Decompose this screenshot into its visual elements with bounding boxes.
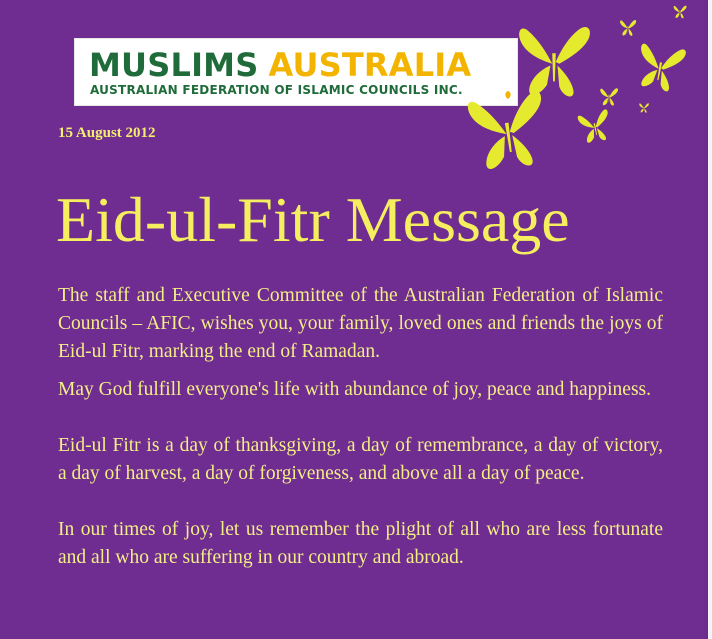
butterfly-icon bbox=[638, 102, 650, 114]
butterfly-icon bbox=[572, 104, 617, 149]
message-body bbox=[58, 282, 663, 582]
paragraph-meaning: Eid-ul Fitr is a day of thanksgiving, a day of remembrance, a day of victory, a day of harvest, a day of forgiveness, and above all a day of peace. bbox=[58, 435, 663, 484]
logo-word-muslims: MUSLIMS bbox=[89, 46, 259, 84]
organization-logo bbox=[74, 38, 518, 106]
page-title: Eid-ul-Fitr Message bbox=[56, 184, 570, 255]
paragraph-blessing: May God fulfill everyone's life with abundance of joy, peace and happiness. bbox=[58, 379, 652, 400]
butterfly-icon bbox=[672, 4, 688, 20]
logo-line1 bbox=[89, 46, 472, 84]
paragraph-remembrance: In our times of joy, let us remember the plight of all who are less fortunate and all who are suffering in our country and abroad. bbox=[58, 519, 663, 568]
butterfly-icon bbox=[618, 18, 638, 38]
butterfly-icon bbox=[598, 86, 620, 108]
page-edge bbox=[702, 0, 712, 639]
logo-subtitle: AUSTRALIAN FEDERATION OF ISLAMIC COUNCILS INC. bbox=[90, 83, 463, 97]
document-date: 15 August 2012 bbox=[58, 125, 156, 141]
butterfly-icon bbox=[628, 36, 693, 101]
butterfly-icon bbox=[456, 80, 560, 184]
paragraph-greeting: The staff and Executive Committee of the Australian Federation of Islamic Councils – AFIC, wishes you, your family, loved ones and friends the joys of Eid-ul Fitr, marking the end of Ramadan. bbox=[58, 285, 663, 362]
logo-word-australia: AUSTRALIA bbox=[268, 46, 472, 84]
